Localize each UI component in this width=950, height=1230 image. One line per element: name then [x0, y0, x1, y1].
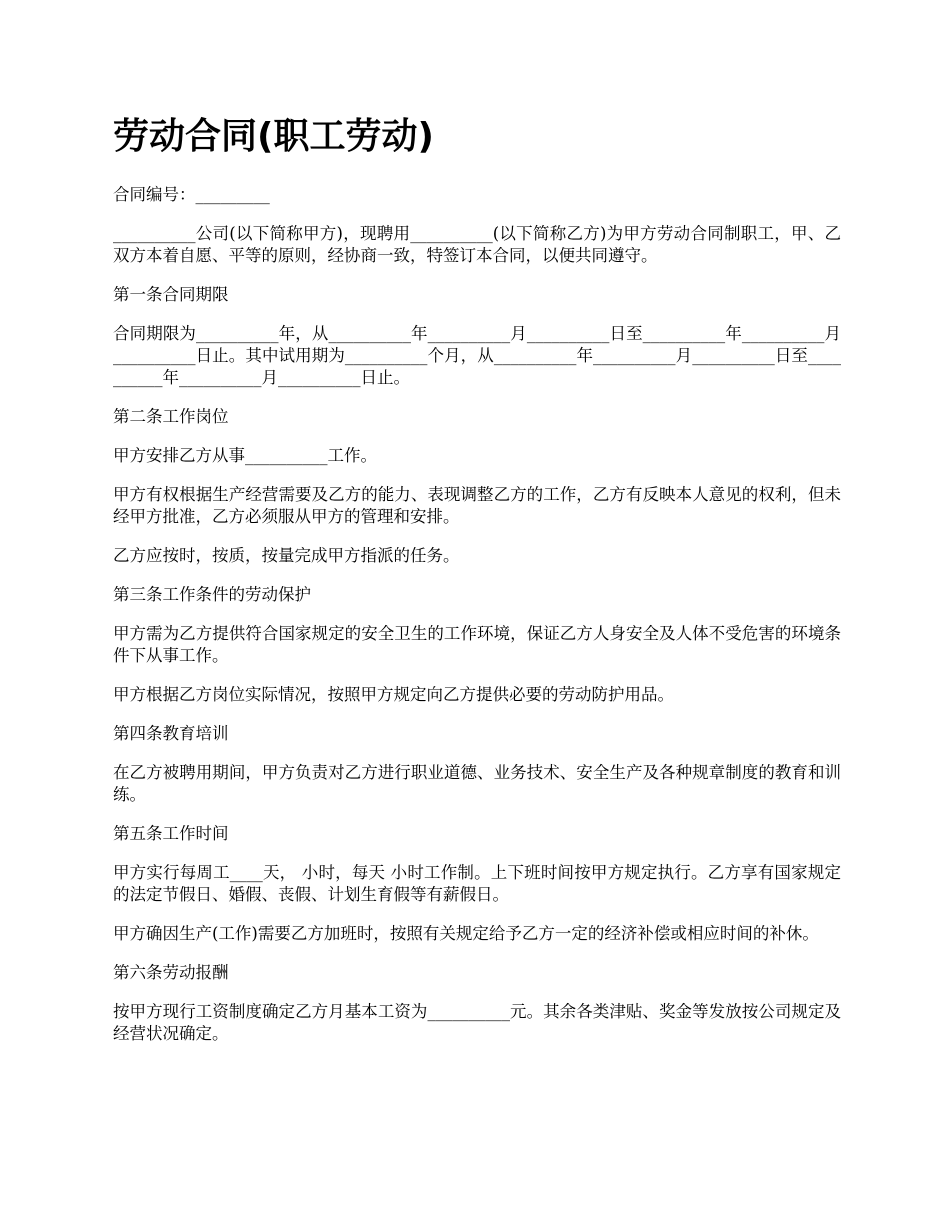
article-4-heading: 第四条教育培训 [113, 724, 229, 743]
article-3-paragraph-1: 甲方需为乙方提供符合国家规定的安全卫生的工作环境，保证乙方人身安全及人体不受危害的环境条件下从事工作。 [113, 624, 841, 665]
article-2-paragraph-3: 乙方应按时，按质，按量完成甲方指派的任务。 [113, 546, 460, 565]
article-3-paragraph-2: 甲方根据乙方岗位实际情况，按照甲方规定向乙方提供必要的劳动防护用品。 [113, 685, 674, 704]
article-2-paragraph-2: 甲方有权根据生产经营需要及乙方的能力、表现调整乙方的工作，乙方有反映本人意见的权利，但未经甲方批准，乙方必须服从甲方的管理和安排。 [113, 485, 841, 526]
contract-number: 合同编号：_________ [113, 185, 270, 204]
article-4-paragraph: 在乙方被聘用期间，甲方负责对乙方进行职业道德、业务技术、安全生产及各种规章制度的教育和训练。 [113, 763, 841, 804]
document-title: 劳动合同(职工劳动) [113, 116, 434, 157]
article-1-heading: 第一条合同期限 [113, 285, 229, 304]
article-5-paragraph-1: 甲方实行每周工____天， 小时，每天 小时工作制。上下班时间按甲方规定执行。乙方享有国家规定的法定节假日、婚假、丧假、计划生育假等有薪假日。 [113, 863, 841, 904]
article-5-heading: 第五条工作时间 [113, 824, 229, 843]
intro-paragraph: __________公司(以下简称甲方)，现聘用__________(以下简称乙方)为甲方劳动合同制职工，甲、乙双方本着自愿、平等的原则，经协商一致，特签订本合同，以便共同遵守。 [113, 224, 841, 265]
article-2-paragraph-1: 甲方安排乙方从事__________工作。 [113, 446, 377, 465]
article-3-heading: 第三条工作条件的劳动保护 [113, 585, 311, 604]
article-2-heading: 第二条工作岗位 [113, 407, 229, 426]
document-page [113, 112, 841, 1062]
article-6-heading: 第六条劳动报酬 [113, 963, 229, 982]
article-6-paragraph: 按甲方现行工资制度确定乙方月基本工资为__________元。其余各类津贴、奖金等发放按公司规定及经营状况确定。 [113, 1002, 841, 1043]
article-1-paragraph: 合同期限为__________年，从__________年__________月__________日至__________年__________月__________日止。其中试用期为__________个月，从__________年__________月__________日至__________年__________月__________日止。 [113, 324, 841, 387]
article-5-paragraph-2: 甲方确因生产(工作)需要乙方加班时，按照有关规定给予乙方一定的经济补偿或相应时间的补休。 [113, 924, 819, 943]
